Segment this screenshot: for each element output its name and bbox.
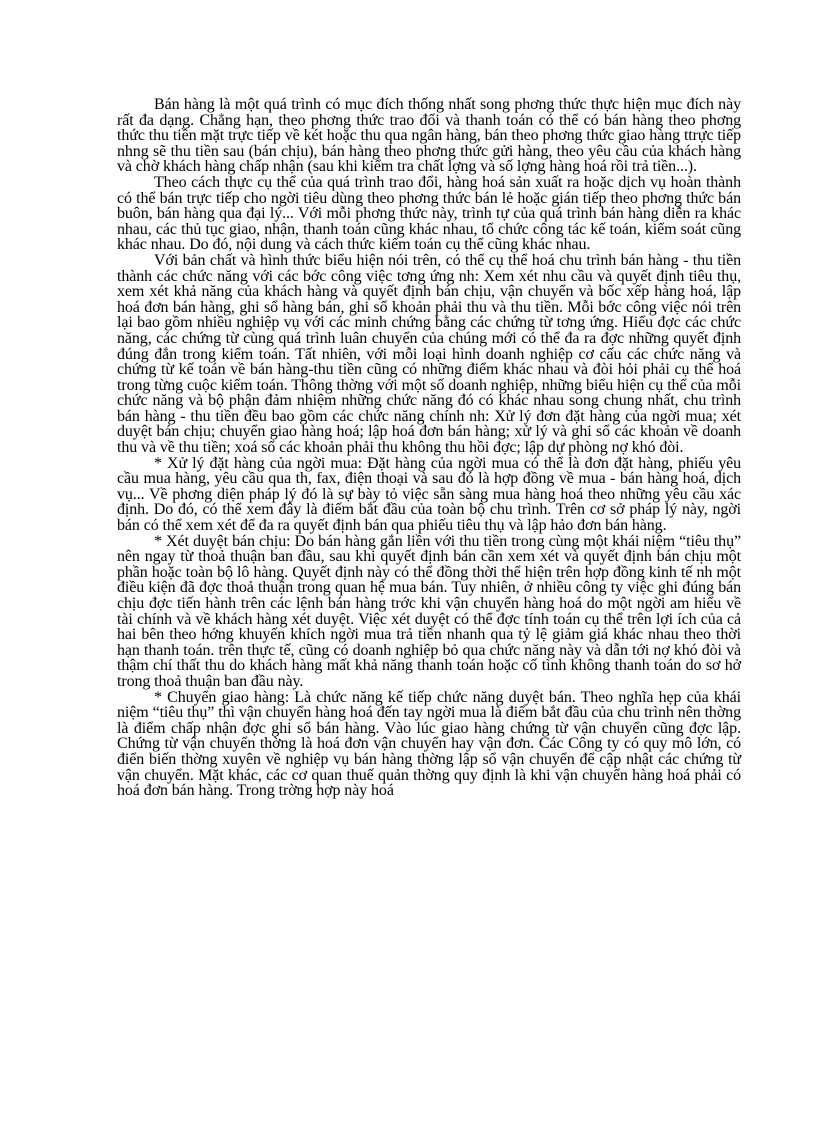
paragraph-order-processing: * Xử lý đặt hàng của ngời mua: Đặt hàng của ngời mua có thể là đơn đặt hàng, phiếu yêu cầu mua hàng, yêu cầu qua th, fax, điện thoại và sau đó là hợp đồng về mua - bán hàng hoá, dịch vụ... Về phơng diện pháp lý đó là sự bày tỏ việc sẵn sàng mua hàng hoá theo những yêu cầu xác định. Do đó, có thể xem đây là điểm bắt đầu của toàn bộ chu trình. Trên cơ sở pháp lý này, ngời bán có thể xem xét để đa ra quyết định bán qua phiếu tiêu thụ và lập hảo đơn bán hàng. [117, 454, 741, 535]
paragraph-goods-delivery: * Chuyển giao hàng: Là chức năng kế tiếp chức năng duyệt bán. Theo nghĩa hẹp của khái niệm “tiêu thụ” thì vận chuyển hàng hoá đến tay ngời mua là điểm bắt đầu của chu trình nên thờng là điểm chấp nhận đợc ghi sổ bán hàng. Vào lúc giao hàng chứng từ vận chuyển cũng đợc lập. Chứng từ vận chuyển thờng là hoá đơn vận chuyển hay vận đơn. Các Công ty có quy mô lớn, có điển biến thờng xuyên về nghiệp vụ bán hàng thờng lập sổ vận chuyển để cập nhật các chứng từ vận chuyển. Mặt khác, các cơ quan thuế quản thờng quy định là khi vận chuyển hàng hoá phải có hoá đơn bán hàng. Trong trờng hợp này hoá [117, 688, 741, 800]
paragraph-sales-methods: Bán hàng là một quá trình có mục đích thống nhất song phơng thức thực hiện mục đích này rất đa dạng. Chẳng hạn, theo phơng thức trao đổi và thanh toán có thể có bán hàng theo phơng thức thu tiền mặt trực tiếp về két hoặc thu qua ngân hàng, bán theo phơng thức giao hàng ttrực tiếp nhng sẽ thu tiền sau (bán chịu), bán hàng theo phơng thức gửi hàng, theo yêu cầu của khách hàng và chờ khách hàng chấp nhận (sau khi kiểm tra chất lợng và số lợng hàng hoá rồi trả tiền...). [117, 96, 741, 176]
paragraph-cycle-functions: Với bản chất và hình thức biểu hiện nói trên, có thể cụ thể hoá chu trình bán hàng - thu tiền thành các chức năng với các bớc công việc tơng ứng nh: Xem xét nhu cầu và quyết định tiêu thụ, xem xét khả năng của khách hàng và quyết định bán chịu, vận chuyển và bốc xếp hàng hoá, lập hoá đơn bán hàng, ghi sổ hàng bán, ghi sổ khoản phải thu và thu tiền. Mỗi bớc công việc nói trên lại bao gồm nhiều nghiệp vụ với các minh chứng bằng các chứng từ tơng ứng. Hiểu đợc các chức năng, các chứng từ cùng quá trình luân chuyển của chúng mới có thể đa ra đợc những quyết định đúng đắn trong kiểm toán. Tất nhiên, với mỗi loại hình doanh nghiệp cơ cấu các chức năng và chứng từ kế toán về bán hàng-thu tiền cũng có những điểm khác nhau và đòi hỏi phải cụ thể hoá trong từng cuộc kiểm toán. Thông thờng với một số doanh nghiệp, những biểu hiện cụ thể của mỗi chức năng và bộ phận đảm nhiệm những chức năng đó có khác nhau song chung nhất, chu trình bán hàng - thu tiền đều bao gồm các chức năng chính nh: Xử lý đơn đặt hàng của ngời mua; xét duyệt bán chịu; chuyển giao hàng hoá; lập hoá đơn bán hàng; xử lý và ghi sổ các khoản về doanh thu và về thu tiền; xoá sổ các khoản phải thu không thu hồi đợc; lập dự phòng nợ khó đòi. [117, 251, 741, 457]
paragraph-exchange-process: Theo cách thực cụ thể của quá trình trao đổi, hàng hoá sản xuất ra hoặc dịch vụ hoàn thành có thể bán trực tiếp cho ngời tiêu dùng theo phơng thức bán lẻ hoặc gián tiếp theo phơng thức bán buôn, bán hàng qua đại lý... Với mỗi phơng thức này, trình tự của quá trình bán hàng diễn ra khác nhau, các thủ tục giao, nhận, thanh toán cũng khác nhau, tổ chức công tác kế toán, kiểm soát cũng khác nhau. Do đó, nội dung và cách thức kiểm toán cụ thể cũng khác nhau. [117, 173, 741, 254]
paragraph-credit-approval: * Xét duyệt bán chịu: Do bán hàng gắn liền với thu tiền trong cùng một khái niệm “tiêu thụ” nên ngay từ thoả thuận ban đầu, sau khi quyết định bán cần xem xét và quyết định bán chịu một phần hoặc toàn bộ lô hàng. Quyết định này có thể đồng thời thể hiện trên hợp đồng kinh tế nh một điều kiện đã đợc thoả thuận trong quan hệ mua bán. Tuy nhiên, ở nhiều công ty việc ghi đúng bán chịu đợc tiến hành trên các lệnh bán hàng trớc khi vận chuyển hàng hoá do một ngời am hiểu về tài chính và về khách hàng xét duyệt. Việc xét duyệt có thể đợc tính toán cụ thể trên lợi ích của cả hai bên theo hớng khuyến khích ngời mua trả tiền nhanh qua tỷ lệ giảm giá khác nhau theo thời hạn thanh toán. trên thực tế, cũng có doanh nghiệp bỏ qua chức năng này và dẫn tới nợ khó đòi và thậm chí thất thu do khách hàng mất khả năng thanh toán hoặc cố tình không thanh toán do sơ hở trong thoả thuận ban đầu này. [117, 532, 741, 690]
document-page [117, 97, 741, 799]
